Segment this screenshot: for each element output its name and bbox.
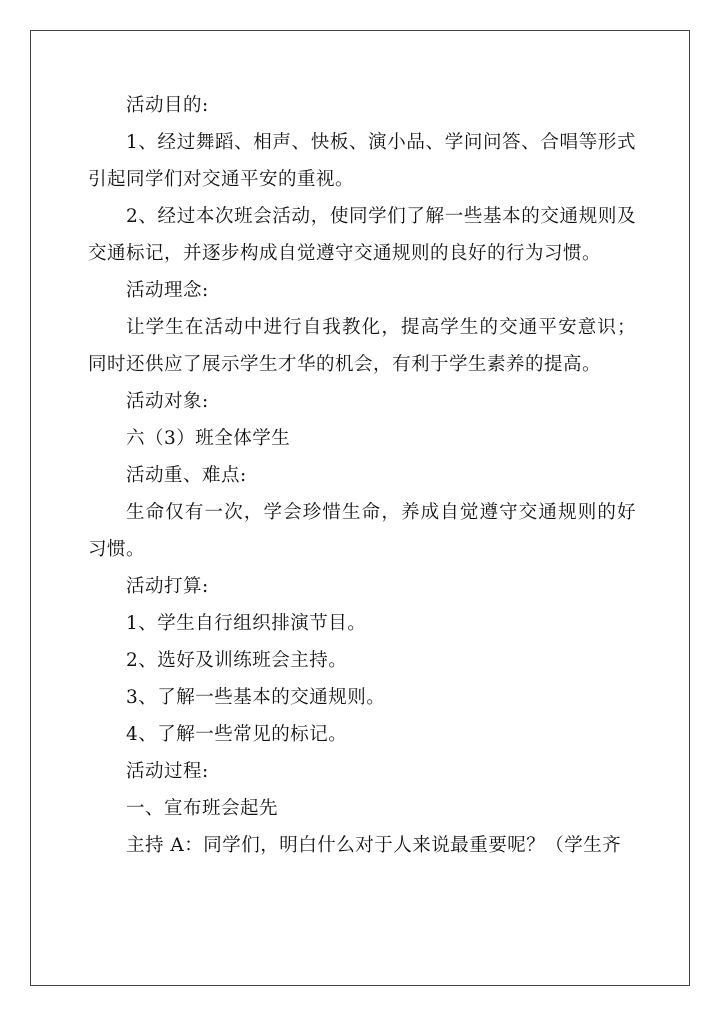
- heading-activity-target: 活动对象:: [126, 391, 209, 412]
- heading-activity-purpose: 活动目的:: [126, 95, 209, 116]
- heading-key-points: 活动重、难点:: [126, 465, 247, 486]
- paragraph-plan-4: 4、了解一些常见的标记。: [126, 724, 348, 745]
- paragraph-target: 六（3）班全体学生: [126, 428, 291, 449]
- paragraph-key-points: 生命仅有一次，学会珍惜生命，养成自觉遵守交通规则的好习惯。: [88, 502, 636, 560]
- paragraph-plan-1: 1、学生自行组织排演节目。: [126, 613, 367, 634]
- paragraph-concept: 让学生在活动中进行自我教化，提高学生的交通平安意识；同时还供应了展示学生才华的机会，有利于学生素养的提高。: [88, 317, 636, 375]
- paragraph-purpose-2: 2、经过本次班会活动，使同学们了解一些基本的交通规则及交通标记，并逐步构成自觉遵守交通规则的良好的行为习惯。: [88, 206, 636, 264]
- paragraph-plan-2: 2、选好及训练班会主持。: [126, 650, 348, 671]
- paragraph-host-a: 主持 A：同学们，明白什么对于人来说最重要呢？（学生齐: [126, 835, 622, 856]
- paragraph-purpose-1: 1、经过舞蹈、相声、快板、演小品、学问问答、合唱等形式引起同学们对交通平安的重视。: [88, 132, 636, 190]
- paragraph-plan-3: 3、了解一些基本的交通规则。: [126, 687, 386, 708]
- heading-activity-concept: 活动理念:: [126, 280, 209, 301]
- heading-activity-process: 活动过程:: [126, 761, 209, 782]
- heading-activity-plan: 活动打算:: [126, 576, 209, 597]
- paragraph-process-step-1: 一、宣布班会起先: [126, 798, 279, 819]
- document-body: [88, 87, 636, 864]
